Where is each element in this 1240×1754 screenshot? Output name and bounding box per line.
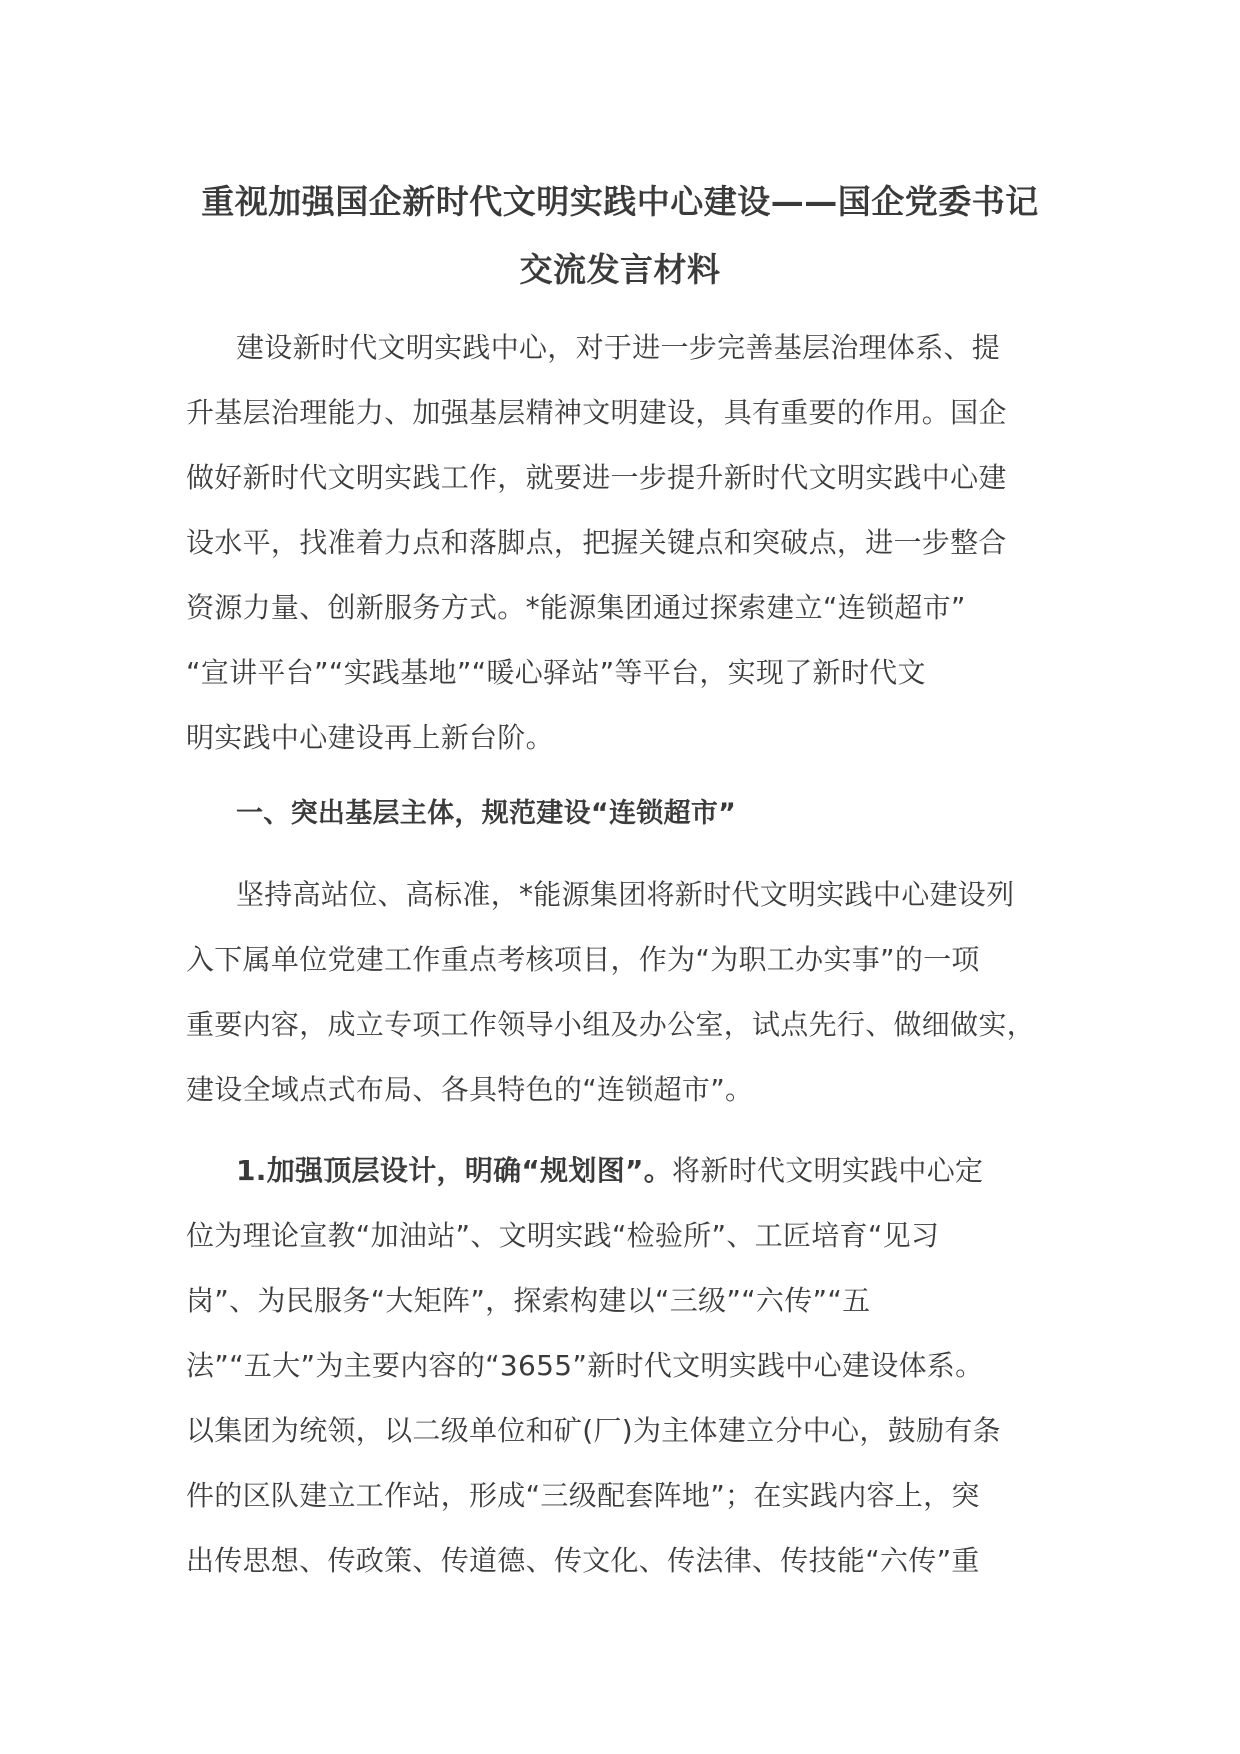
section-1-line: 坚持高站位、高标准，*能源集团将新时代文明实践中心建设列: [236, 878, 1015, 911]
item-1-first-rest: 将新时代文明实践中心定: [672, 1154, 984, 1187]
item-1-line: 以集团为统领，以二级单位和矿(厂)为主体建立分中心，鼓励有条: [186, 1414, 1001, 1447]
item-1-line: 出传思想、传政策、传道德、传文化、传法律、传技能“六传”重: [186, 1544, 980, 1577]
intro-line: “宣讲平台”“实践基地”“暖心驿站”等平台，实现了新时代文: [186, 656, 926, 689]
intro-line: 建设新时代文明实践中心，对于进一步完善基层治理体系、提: [236, 331, 1001, 364]
item-1-line: 件的区队建立工作站，形成“三级配套阵地”；在实践内容上，突: [186, 1479, 980, 1512]
intro-line: 明实践中心建设再上新台阶。: [186, 721, 554, 754]
intro-line: 资源力量、创新服务方式。*能源集团通过探索建立“连锁超市”: [186, 591, 966, 624]
item-1-line: 位为理论宣教“加油站”、文明实践“检验所”、工匠培育“见习: [186, 1219, 940, 1252]
section-1-line: 重要内容，成立专项工作领导小组及办公室，试点先行、做细做实，: [186, 1008, 1036, 1041]
item-1-first-line: [236, 1149, 1136, 1189]
item-1-line: 法”“五大”为主要内容的“3655”新时代文明实践中心建设体系。: [186, 1349, 984, 1382]
document-title-line-1: 重视加强国企新时代文明实践中心建设——国企党委书记: [201, 182, 1039, 221]
intro-line: 做好新时代文明实践工作，就要进一步提升新时代文明实践中心建: [186, 461, 1007, 494]
item-1-lead: 1.加强顶层设计，明确“规划图”。: [236, 1154, 673, 1187]
item-1-line: 岗”、为民服务“大矩阵”，探索构建以“三级”“六传”“五: [186, 1284, 871, 1317]
intro-line: 升基层治理能力、加强基层精神文明建设，具有重要的作用。国企: [186, 396, 1007, 429]
section-1-line: 入下属单位党建工作重点考核项目，作为“为职工办实事”的一项: [186, 943, 980, 976]
section-1-line: 建设全域点式布局、各具特色的“连锁超市”。: [186, 1073, 754, 1106]
document-title-line-2: 交流发言材料: [519, 250, 721, 289]
section-heading: 一、突出基层主体，规范建设“连锁超市”: [236, 798, 737, 829]
intro-line: 设水平，找准着力点和落脚点，把握关键点和突破点，进一步整合: [186, 526, 1007, 559]
